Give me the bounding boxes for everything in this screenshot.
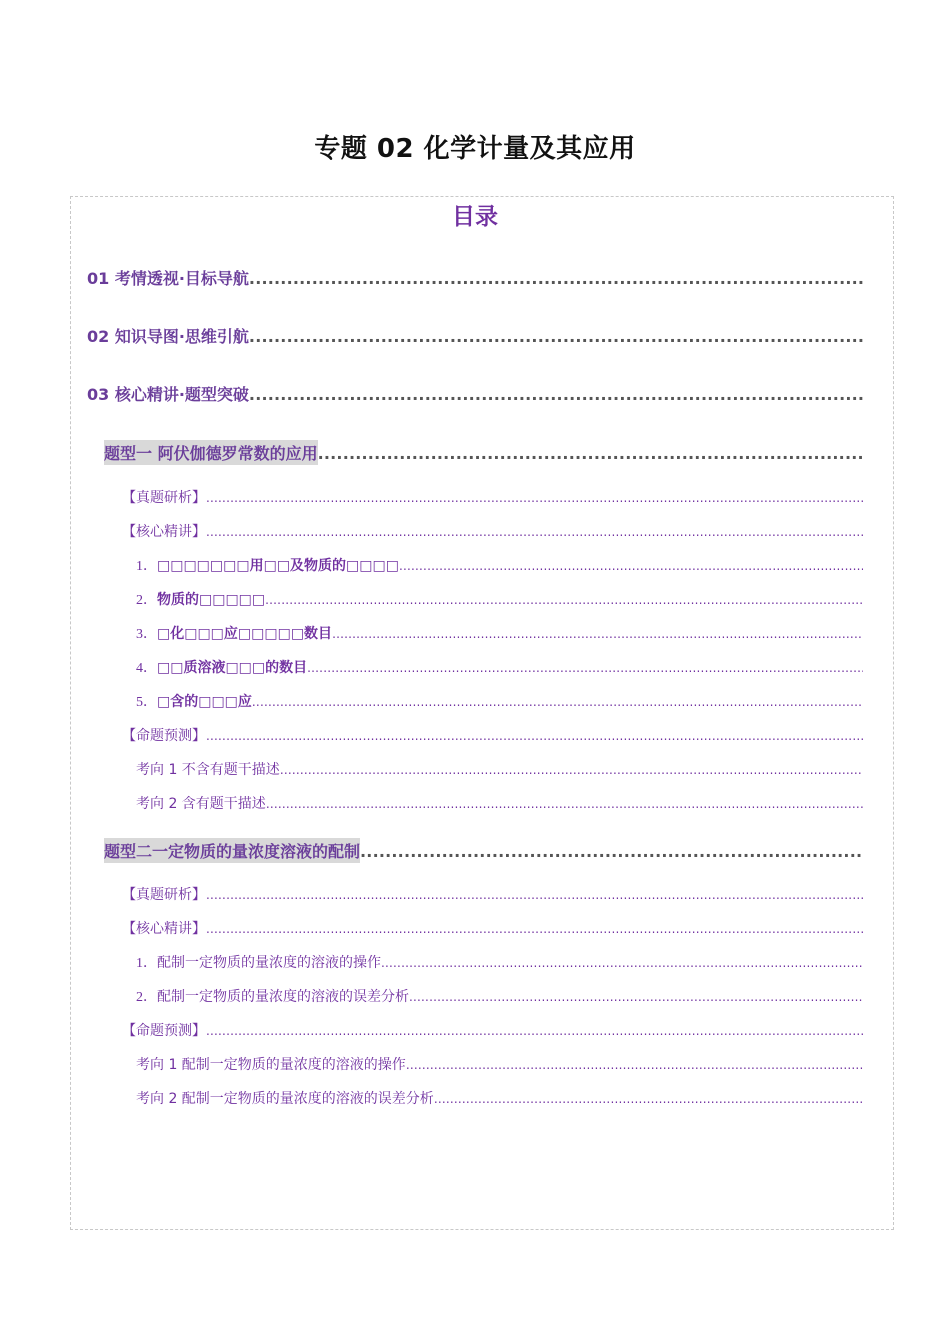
toc-entry-hexin[interactable] xyxy=(87,382,863,405)
toc-entry-label: 【核心精讲】 xyxy=(122,524,206,540)
toc-leader-dots xyxy=(206,525,863,539)
toc-entry-hexinjingjiang-2[interactable] xyxy=(122,918,863,938)
toc-leader-dots xyxy=(381,956,863,970)
toc-leader-dots xyxy=(265,593,863,607)
toc-leader-dots xyxy=(399,559,863,573)
toc-entry-label: 01 考情透视·目标导航 xyxy=(87,269,249,288)
toc-heading: 目录 xyxy=(452,204,498,230)
toc-entry-number: 2． xyxy=(136,593,157,608)
toc-entry-label: 【核心精讲】 xyxy=(122,921,206,937)
toc-entry-label: 03 核心精讲·题型突破 xyxy=(87,385,249,404)
toc-entry-label: 考向 1 不含有题干描述 xyxy=(136,762,280,778)
toc-entry-label: 考向 2 含有题干描述 xyxy=(136,796,266,812)
toc-entry-number: 5． xyxy=(136,695,157,710)
toc-leader-dots xyxy=(434,1092,863,1106)
toc-leader-dots xyxy=(332,627,863,641)
document-title: 专题 02 化学计量及其应用 xyxy=(314,134,636,164)
toc-leader-dots xyxy=(307,661,863,675)
toc-leader-dots xyxy=(206,922,863,936)
toc-entry-label: 02 知识导图·思维引航 xyxy=(87,327,249,346)
toc-entry-label: 【真题研析】 xyxy=(122,887,206,903)
toc-entry-hexinjingjiang-1[interactable] xyxy=(122,521,863,541)
toc-entry-text xyxy=(136,555,399,575)
toc-leader-dots xyxy=(206,729,863,743)
toc-entry-text xyxy=(136,986,409,1006)
toc-entry-text xyxy=(136,623,332,643)
toc-leader-dots xyxy=(206,491,863,505)
toc-entry-number: 2． xyxy=(136,990,157,1005)
toc-box xyxy=(70,196,894,1230)
toc-leader-dots xyxy=(252,695,863,709)
toc-entry-label: 【命题预测】 xyxy=(122,728,206,744)
toc-entry-kaoxiang-1-2[interactable] xyxy=(136,793,863,813)
toc-entry-point-2-2[interactable] xyxy=(136,986,863,1006)
toc-entry-label: 考向 2 配制一定物质的量浓度的溶液的误差分析 xyxy=(136,1091,434,1107)
toc-entry-text xyxy=(136,657,307,677)
toc-entry-point-5[interactable] xyxy=(136,691,863,711)
toc-entry-label: 题型一 阿伏伽德罗常数的应用 xyxy=(104,440,318,465)
toc-leader-dots xyxy=(280,763,863,777)
toc-entry-label: 考向 1 配制一定物质的量浓度的溶液的操作 xyxy=(136,1057,406,1073)
toc-leader-dots xyxy=(206,888,863,902)
toc-entry-text xyxy=(136,589,265,609)
toc-entry-point-2[interactable] xyxy=(136,589,863,609)
toc-entry-text xyxy=(136,952,381,972)
toc-leader-dots xyxy=(249,269,863,288)
toc-entry-label: □含的□□□应 xyxy=(157,694,252,710)
toc-entry-point-4[interactable] xyxy=(136,657,863,677)
toc-leader-dots xyxy=(406,1058,863,1072)
toc-entry-label: 物质的□□□□□ xyxy=(157,592,266,608)
toc-leader-dots xyxy=(206,1024,863,1038)
toc-leader-dots xyxy=(249,327,863,346)
toc-entry-number: 3． xyxy=(136,627,157,642)
toc-entry-kaoxiang-2-1[interactable] xyxy=(136,1054,863,1074)
toc-entry-zhishi[interactable] xyxy=(87,324,863,347)
toc-leader-dots xyxy=(360,842,863,861)
toc-entry-zhenti-1[interactable] xyxy=(122,487,863,507)
toc-leader-dots xyxy=(249,385,863,404)
toc-entry-number: 1． xyxy=(136,559,157,574)
toc-entry-label: □化□□□应□□□□□数目 xyxy=(157,626,333,642)
toc-leader-dots xyxy=(318,444,863,463)
toc-entry-label: 题型二一定物质的量浓度溶液的配制 xyxy=(104,838,360,863)
toc-entry-label: 配制一定物质的量浓度的溶液的误差分析 xyxy=(157,989,409,1005)
toc-entry-text xyxy=(136,691,252,711)
toc-entry-label: 【真题研析】 xyxy=(122,490,206,506)
toc-entry-point-2-1[interactable] xyxy=(136,952,863,972)
toc-entry-number: 1． xyxy=(136,956,157,971)
toc-entry-kaoxiang-2-2[interactable] xyxy=(136,1088,863,1108)
toc-entry-label: 【命题预测】 xyxy=(122,1023,206,1039)
toc-entry-number: 4． xyxy=(136,661,157,676)
toc-entry-label: 配制一定物质的量浓度的溶液的操作 xyxy=(157,955,381,971)
toc-entry-kaoqing[interactable] xyxy=(87,266,863,289)
toc-leader-dots xyxy=(409,990,863,1004)
toc-entry-tixing-1[interactable] xyxy=(104,440,863,465)
toc-entry-yuce-2[interactable] xyxy=(122,1020,863,1040)
toc-entry-label: □□质溶液□□□的数目 xyxy=(157,660,308,676)
toc-entry-yuce-1[interactable] xyxy=(122,725,863,745)
toc-entry-kaoxiang-1-1[interactable] xyxy=(136,759,863,779)
toc-entry-point-3[interactable] xyxy=(136,623,863,643)
toc-entry-label: □□□□□□□用□□及物质的□□□□ xyxy=(157,558,399,574)
toc-entry-zhenti-2[interactable] xyxy=(122,884,863,904)
toc-leader-dots xyxy=(266,797,863,811)
toc-entry-point-1[interactable] xyxy=(136,555,863,575)
toc-entry-tixing-2[interactable] xyxy=(104,838,863,863)
